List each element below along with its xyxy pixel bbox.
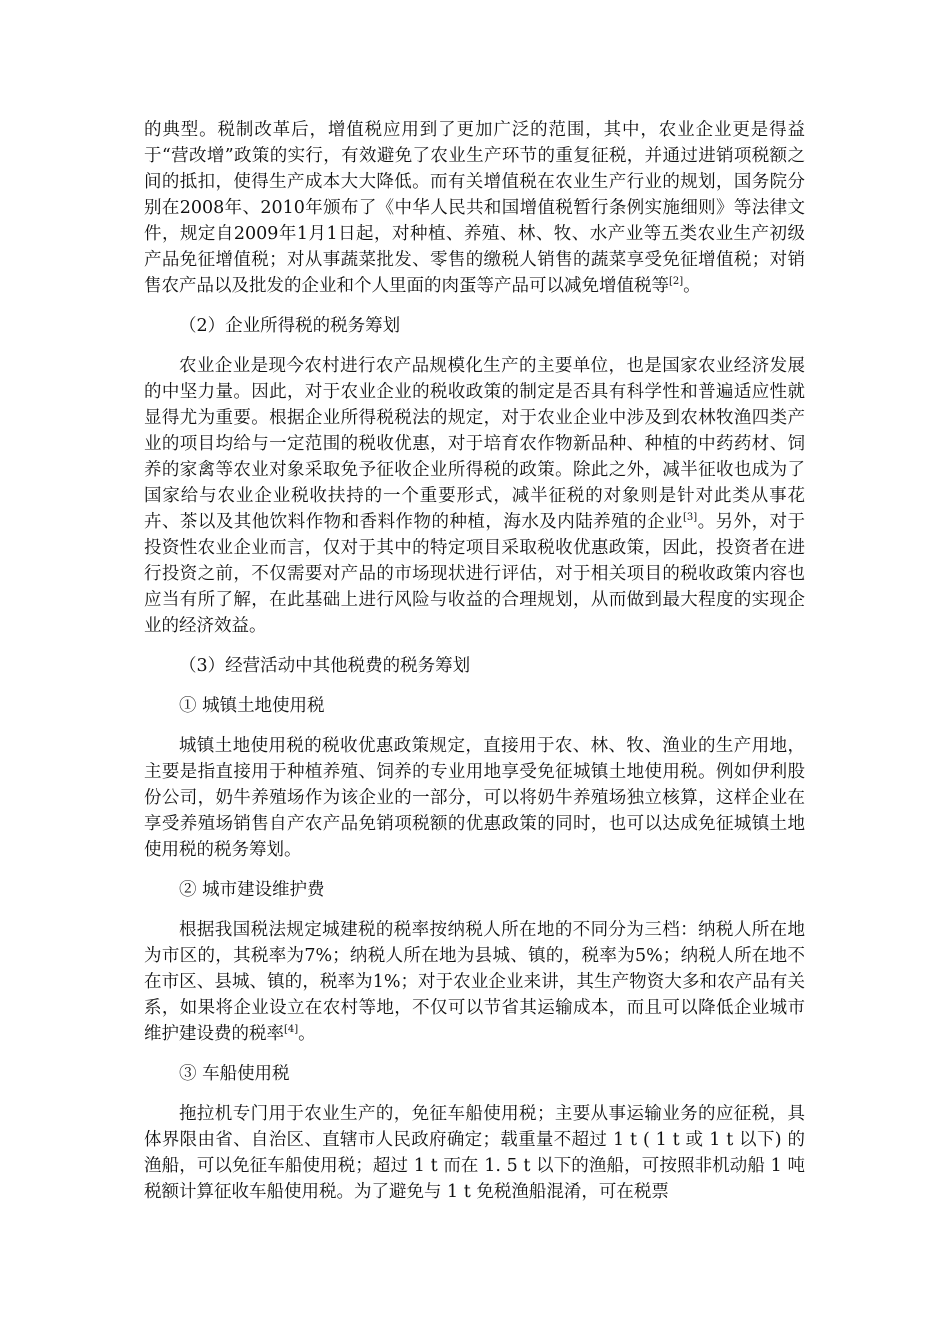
paragraph-land-use-tax: 城镇土地使用税的税收优惠政策规定，直接用于农、林、牧、渔业的生产用地，主要是指直接用于种植养殖、饲养的专业用地享受免征城镇土地使用税。例如伊利股份公司，奶牛养殖场作为该企业的一部分，可以将奶牛养殖场独立核算，这样企业在享受养殖场销售自产农产品免销项税额的优惠政策的同时，也可以达成免征城镇土地使用税的税务筹划。 (144, 736, 805, 860)
paragraph-tail: 。 (683, 276, 701, 296)
section-heading-income-tax: （2）企业所得税的税务筹划 (179, 316, 401, 336)
paragraph-vehicle-tax: 拖拉机专门用于农业生产的，免征车船使用税；主要从事运输业务的应征税，具体界限由省、自治区、直辖市人民政府确定；载重量不超过 1 t ( 1 t 或 1 t 以下) 的渔船，可以免征车船使用税；超过 1 t 而在 1. 5 t 以下的渔船，可按照非机动船 1 吨税额计算征收车船使用税。为了避免与 1 t 免税渔船混淆，可在税票 (144, 1104, 805, 1202)
subheading-city-maintenance: ② 城市建设维护费 (179, 880, 325, 900)
document-page (144, 117, 805, 1205)
paragraph-text: 。另外，对于投资性农业企业而言，仅对于其中的特定项目采取税收优惠政策，因此，投资者在进行投资之前，不仅需要对产品的市场现状进行评估，对于相关项目的税收政策内容也应当有所了解，在此基础上进行风险与收益的合理规划，从而做到最大程度的实现企业的经济效益。 (144, 512, 806, 636)
paragraph-vat (144, 117, 805, 299)
paragraph-income-tax (144, 353, 805, 639)
paragraph-text: 根据我国税法规定城建税的税率按纳税人所在地的不同分为三档：纳税人所在地为市区的，其税率为7%；纳税人所在地为县城、镇的，税率为5%；纳税人所在地不在市区、县城、镇的，税率为1%；对于农业企业来讲，其生产物资大多和农产品有关系，如果将企业设立在农村等地，不仅可以节省其运输成本，而且可以降低企业城市维护建设费的税率 (144, 920, 805, 1044)
citation-ref: [4] (284, 1024, 299, 1036)
subheading-vehicle-tax: ③ 车船使用税 (179, 1064, 290, 1084)
subheading-land-use-tax: ① 城镇土地使用税 (179, 696, 325, 716)
paragraph-text: 的典型。税制改革后，增值税应用到了更加广泛的范围，其中，农业企业更是得益于“营改增”政策的实行，有效避免了农业生产环节的重复征税，并通过进销项税额之间的抵扣，使得生产成本大大降低。而有关增值税在农业生产行业的规划，国务院分别在2008年、2010年颁布了《中华人民共和国增值税暂行条例实施细则》等法律文件，规定自2009年1月1日起，对种植、养殖、林、牧、水产业等五类农业生产初级产品免征增值税；对从事蔬菜批发、零售的缴税人销售的蔬菜享受免征增值税；对销售农产品以及批发的企业和个人里面的肉蛋等产品可以减免增值税等 (144, 120, 805, 296)
paragraph-text: 农业企业是现今农村进行农产品规模化生产的主要单位，也是国家农业经济发展的中坚力量。因此，对于农业企业的税收政策的制定是否具有科学性和普遍适应性就显得尤为重要。根据企业所得税税法的规定，对于农业企业中涉及到农林牧渔四类产业的项目均给与一定范围的税收优惠，对于培育农作物新品种、种植的中药药材、饲养的家禽等农业对象采取免予征收企业所得税的政策。除此之外，减半征收也成为了国家给与农业企业税收扶持的一个重要形式，减半征税的对象则是针对此类从事花卉、茶以及其他饮料作物和香料作物的种植，海水及内陆养殖的企业 (144, 356, 805, 532)
section-heading-other-taxes: （3）经营活动中其他税费的税务筹划 (179, 656, 471, 676)
paragraph-tail: 。 (298, 1024, 316, 1044)
paragraph-city-maintenance (144, 917, 805, 1047)
citation-ref: [3] (683, 512, 698, 524)
citation-ref: [2] (669, 276, 684, 288)
